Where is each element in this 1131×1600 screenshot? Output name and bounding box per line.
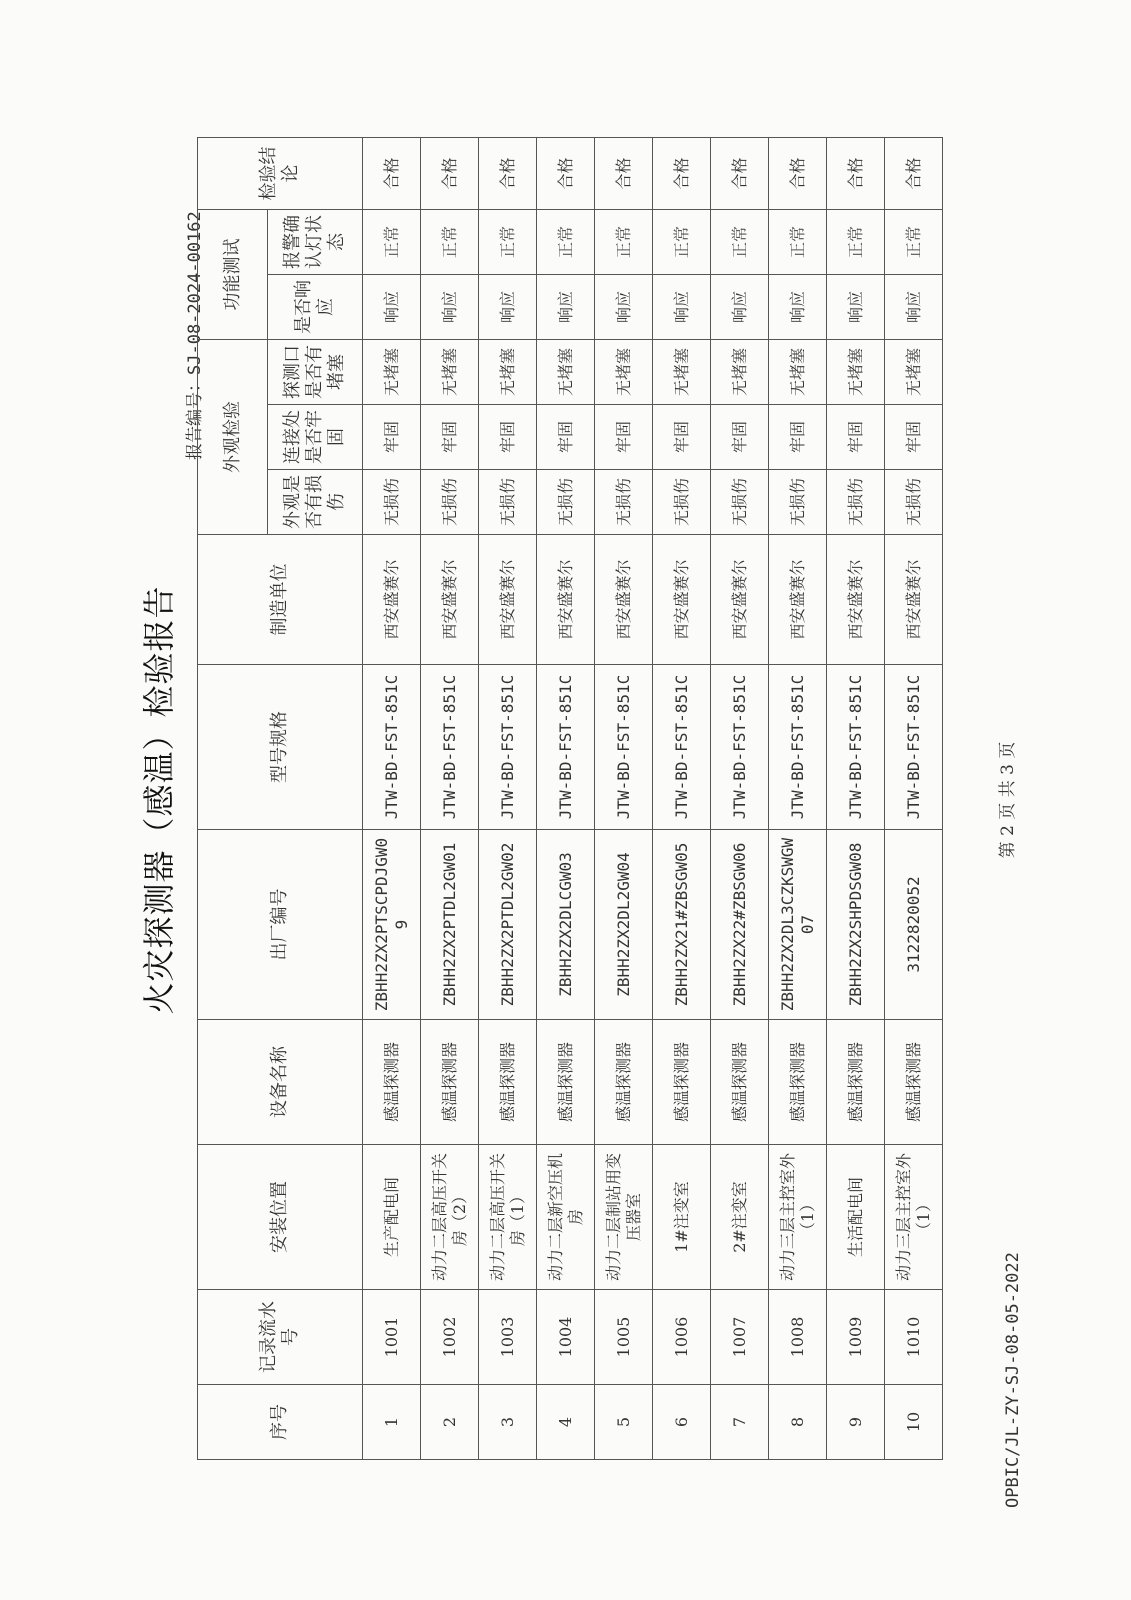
cell-maker: 西安盛赛尔 bbox=[595, 535, 653, 665]
header-conclusion: 检验结论 bbox=[198, 138, 363, 210]
cell-seq: 8 bbox=[769, 1385, 827, 1460]
cell-firm: 牢固 bbox=[769, 405, 827, 470]
table-row bbox=[711, 138, 769, 1460]
cell-conclusion: 合格 bbox=[479, 138, 537, 210]
cell-seq: 9 bbox=[827, 1385, 885, 1460]
cell-model: JTW-BD-FST-851C bbox=[363, 665, 421, 830]
cell-damage: 无损伤 bbox=[595, 470, 653, 535]
header-func-alarm: 报警确认灯状态 bbox=[268, 210, 363, 275]
cell-record: 1010 bbox=[885, 1290, 943, 1385]
report-number: 报告编号：SJ-08-2024-00162 bbox=[185, 211, 205, 460]
cell-block: 无堵塞 bbox=[769, 340, 827, 405]
cell-maker: 西安盛赛尔 bbox=[537, 535, 595, 665]
cell-block: 无堵塞 bbox=[537, 340, 595, 405]
cell-conclusion: 合格 bbox=[595, 138, 653, 210]
cell-block: 无堵塞 bbox=[479, 340, 537, 405]
cell-location: 动力二层高压开关房（2） bbox=[421, 1145, 479, 1290]
cell-location: 动力三层主控室外（1） bbox=[769, 1145, 827, 1290]
cell-conclusion: 合格 bbox=[827, 138, 885, 210]
cell-firm: 牢固 bbox=[827, 405, 885, 470]
cell-conclusion: 合格 bbox=[653, 138, 711, 210]
header-location: 安装位置 bbox=[198, 1145, 363, 1290]
cell-seq: 6 bbox=[653, 1385, 711, 1460]
page-title: 火灾探测器（感温）检验报告 bbox=[140, 585, 178, 1015]
cell-record: 1003 bbox=[479, 1290, 537, 1385]
cell-location: 动力二层制站用变压器室 bbox=[595, 1145, 653, 1290]
cell-serial: ZBHH2ZX2PTDL2GW02 bbox=[479, 830, 537, 1020]
page-number: 第 2 页 共 3 页 bbox=[998, 741, 1018, 859]
cell-damage: 无损伤 bbox=[885, 470, 943, 535]
header-device: 设备名称 bbox=[198, 1020, 363, 1145]
header-visual-block: 探测口是否有堵塞 bbox=[268, 340, 363, 405]
table-row bbox=[595, 138, 653, 1460]
cell-block: 无堵塞 bbox=[421, 340, 479, 405]
cell-record: 1002 bbox=[421, 1290, 479, 1385]
table-row bbox=[885, 138, 943, 1460]
cell-device: 感温探测器 bbox=[421, 1020, 479, 1145]
cell-damage: 无损伤 bbox=[653, 470, 711, 535]
cell-respond: 响应 bbox=[421, 275, 479, 340]
cell-record: 1009 bbox=[827, 1290, 885, 1385]
cell-model: JTW-BD-FST-851C bbox=[653, 665, 711, 830]
cell-respond: 响应 bbox=[653, 275, 711, 340]
cell-firm: 牢固 bbox=[363, 405, 421, 470]
cell-serial: ZBHH2ZX2SHPDSGW08 bbox=[827, 830, 885, 1020]
header-serial: 出厂编号 bbox=[198, 830, 363, 1020]
cell-model: JTW-BD-FST-851C bbox=[421, 665, 479, 830]
cell-alarm: 正常 bbox=[885, 210, 943, 275]
cell-damage: 无损伤 bbox=[711, 470, 769, 535]
cell-model: JTW-BD-FST-851C bbox=[479, 665, 537, 830]
cell-firm: 牢固 bbox=[885, 405, 943, 470]
cell-seq: 4 bbox=[537, 1385, 595, 1460]
cell-maker: 西安盛赛尔 bbox=[363, 535, 421, 665]
cell-record: 1006 bbox=[653, 1290, 711, 1385]
cell-model: JTW-BD-FST-851C bbox=[537, 665, 595, 830]
cell-serial: ZBHH2ZX2PTSCPDJGW09 bbox=[363, 830, 421, 1020]
header-visual-firm: 连接处是否牢固 bbox=[268, 405, 363, 470]
table-row bbox=[827, 138, 885, 1460]
table-row bbox=[421, 138, 479, 1460]
header-seq: 序号 bbox=[198, 1385, 363, 1460]
cell-conclusion: 合格 bbox=[537, 138, 595, 210]
cell-device: 感温探测器 bbox=[769, 1020, 827, 1145]
cell-location: 生产配电间 bbox=[363, 1145, 421, 1290]
cell-conclusion: 合格 bbox=[885, 138, 943, 210]
cell-model: JTW-BD-FST-851C bbox=[769, 665, 827, 830]
cell-maker: 西安盛赛尔 bbox=[421, 535, 479, 665]
table-row bbox=[479, 138, 537, 1460]
cell-record: 1007 bbox=[711, 1290, 769, 1385]
cell-alarm: 正常 bbox=[711, 210, 769, 275]
cell-block: 无堵塞 bbox=[711, 340, 769, 405]
cell-serial: ZBHH2ZX2DL2GW04 bbox=[595, 830, 653, 1020]
cell-device: 感温探测器 bbox=[479, 1020, 537, 1145]
cell-damage: 无损伤 bbox=[537, 470, 595, 535]
header-maker: 制造单位 bbox=[198, 535, 363, 665]
header-func: 功能测试 bbox=[198, 210, 268, 340]
cell-serial: ZBHH2ZX22#ZBSGW06 bbox=[711, 830, 769, 1020]
cell-damage: 无损伤 bbox=[827, 470, 885, 535]
cell-respond: 响应 bbox=[363, 275, 421, 340]
cell-seq: 2 bbox=[421, 1385, 479, 1460]
cell-device: 感温探测器 bbox=[827, 1020, 885, 1145]
cell-alarm: 正常 bbox=[595, 210, 653, 275]
cell-serial: ZBHH2ZX2DL3CZKSWGW07 bbox=[769, 830, 827, 1020]
inspection-table bbox=[197, 137, 943, 1460]
cell-damage: 无损伤 bbox=[421, 470, 479, 535]
cell-seq: 10 bbox=[885, 1385, 943, 1460]
cell-location: 动力二层新空压机房 bbox=[537, 1145, 595, 1290]
cell-alarm: 正常 bbox=[653, 210, 711, 275]
cell-seq: 3 bbox=[479, 1385, 537, 1460]
cell-maker: 西安盛赛尔 bbox=[885, 535, 943, 665]
header-func-respond: 是否响应 bbox=[268, 275, 363, 340]
cell-device: 感温探测器 bbox=[711, 1020, 769, 1145]
cell-block: 无堵塞 bbox=[653, 340, 711, 405]
cell-record: 1005 bbox=[595, 1290, 653, 1385]
cell-seq: 5 bbox=[595, 1385, 653, 1460]
cell-device: 感温探测器 bbox=[363, 1020, 421, 1145]
cell-conclusion: 合格 bbox=[711, 138, 769, 210]
cell-serial: ZBHH2ZX21#ZBSGW05 bbox=[653, 830, 711, 1020]
cell-location: 1#注变室 bbox=[653, 1145, 711, 1290]
cell-damage: 无损伤 bbox=[363, 470, 421, 535]
cell-respond: 响应 bbox=[827, 275, 885, 340]
cell-model: JTW-BD-FST-851C bbox=[885, 665, 943, 830]
cell-model: JTW-BD-FST-851C bbox=[827, 665, 885, 830]
cell-maker: 西安盛赛尔 bbox=[711, 535, 769, 665]
cell-device: 感温探测器 bbox=[885, 1020, 943, 1145]
cell-device: 感温探测器 bbox=[595, 1020, 653, 1145]
cell-alarm: 正常 bbox=[769, 210, 827, 275]
cell-serial: ZBHH2ZX2PTDL2GW01 bbox=[421, 830, 479, 1020]
cell-maker: 西安盛赛尔 bbox=[769, 535, 827, 665]
header-record: 记录流水号 bbox=[198, 1290, 363, 1385]
cell-firm: 牢固 bbox=[421, 405, 479, 470]
cell-block: 无堵塞 bbox=[885, 340, 943, 405]
cell-alarm: 正常 bbox=[537, 210, 595, 275]
cell-conclusion: 合格 bbox=[363, 138, 421, 210]
header-visual-damage: 外观是否有损伤 bbox=[268, 470, 363, 535]
cell-record: 1001 bbox=[363, 1290, 421, 1385]
cell-block: 无堵塞 bbox=[595, 340, 653, 405]
cell-firm: 牢固 bbox=[711, 405, 769, 470]
header-model: 型号规格 bbox=[198, 665, 363, 830]
cell-conclusion: 合格 bbox=[421, 138, 479, 210]
cell-maker: 西安盛赛尔 bbox=[479, 535, 537, 665]
cell-alarm: 正常 bbox=[363, 210, 421, 275]
cell-alarm: 正常 bbox=[827, 210, 885, 275]
cell-seq: 1 bbox=[363, 1385, 421, 1460]
cell-damage: 无损伤 bbox=[479, 470, 537, 535]
cell-respond: 响应 bbox=[711, 275, 769, 340]
cell-seq: 7 bbox=[711, 1385, 769, 1460]
cell-maker: 西安盛赛尔 bbox=[653, 535, 711, 665]
cell-respond: 响应 bbox=[595, 275, 653, 340]
table-row bbox=[537, 138, 595, 1460]
cell-firm: 牢固 bbox=[595, 405, 653, 470]
form-code: OPBIC/JL-ZY-SJ-08-05-2022 bbox=[1003, 1252, 1023, 1508]
cell-model: JTW-BD-FST-851C bbox=[595, 665, 653, 830]
cell-alarm: 正常 bbox=[421, 210, 479, 275]
cell-model: JTW-BD-FST-851C bbox=[711, 665, 769, 830]
cell-block: 无堵塞 bbox=[363, 340, 421, 405]
cell-respond: 响应 bbox=[479, 275, 537, 340]
cell-maker: 西安盛赛尔 bbox=[827, 535, 885, 665]
cell-location: 生活配电间 bbox=[827, 1145, 885, 1290]
cell-respond: 响应 bbox=[769, 275, 827, 340]
cell-location: 动力三层主控室外（1） bbox=[885, 1145, 943, 1290]
table-row bbox=[363, 138, 421, 1460]
cell-serial: 3122820052 bbox=[885, 830, 943, 1020]
table-row bbox=[653, 138, 711, 1460]
cell-alarm: 正常 bbox=[479, 210, 537, 275]
cell-record: 1004 bbox=[537, 1290, 595, 1385]
cell-respond: 响应 bbox=[885, 275, 943, 340]
cell-record: 1008 bbox=[769, 1290, 827, 1385]
cell-damage: 无损伤 bbox=[769, 470, 827, 535]
cell-firm: 牢固 bbox=[653, 405, 711, 470]
table-row bbox=[769, 138, 827, 1460]
cell-block: 无堵塞 bbox=[827, 340, 885, 405]
cell-conclusion: 合格 bbox=[769, 138, 827, 210]
header-visual: 外观检验 bbox=[198, 340, 268, 535]
cell-location: 2#注变室 bbox=[711, 1145, 769, 1290]
cell-firm: 牢固 bbox=[479, 405, 537, 470]
cell-firm: 牢固 bbox=[537, 405, 595, 470]
cell-location: 动力二层高压开关房（1） bbox=[479, 1145, 537, 1290]
cell-serial: ZBHH2ZX2DLCGW03 bbox=[537, 830, 595, 1020]
cell-device: 感温探测器 bbox=[653, 1020, 711, 1145]
cell-device: 感温探测器 bbox=[537, 1020, 595, 1145]
cell-respond: 响应 bbox=[537, 275, 595, 340]
